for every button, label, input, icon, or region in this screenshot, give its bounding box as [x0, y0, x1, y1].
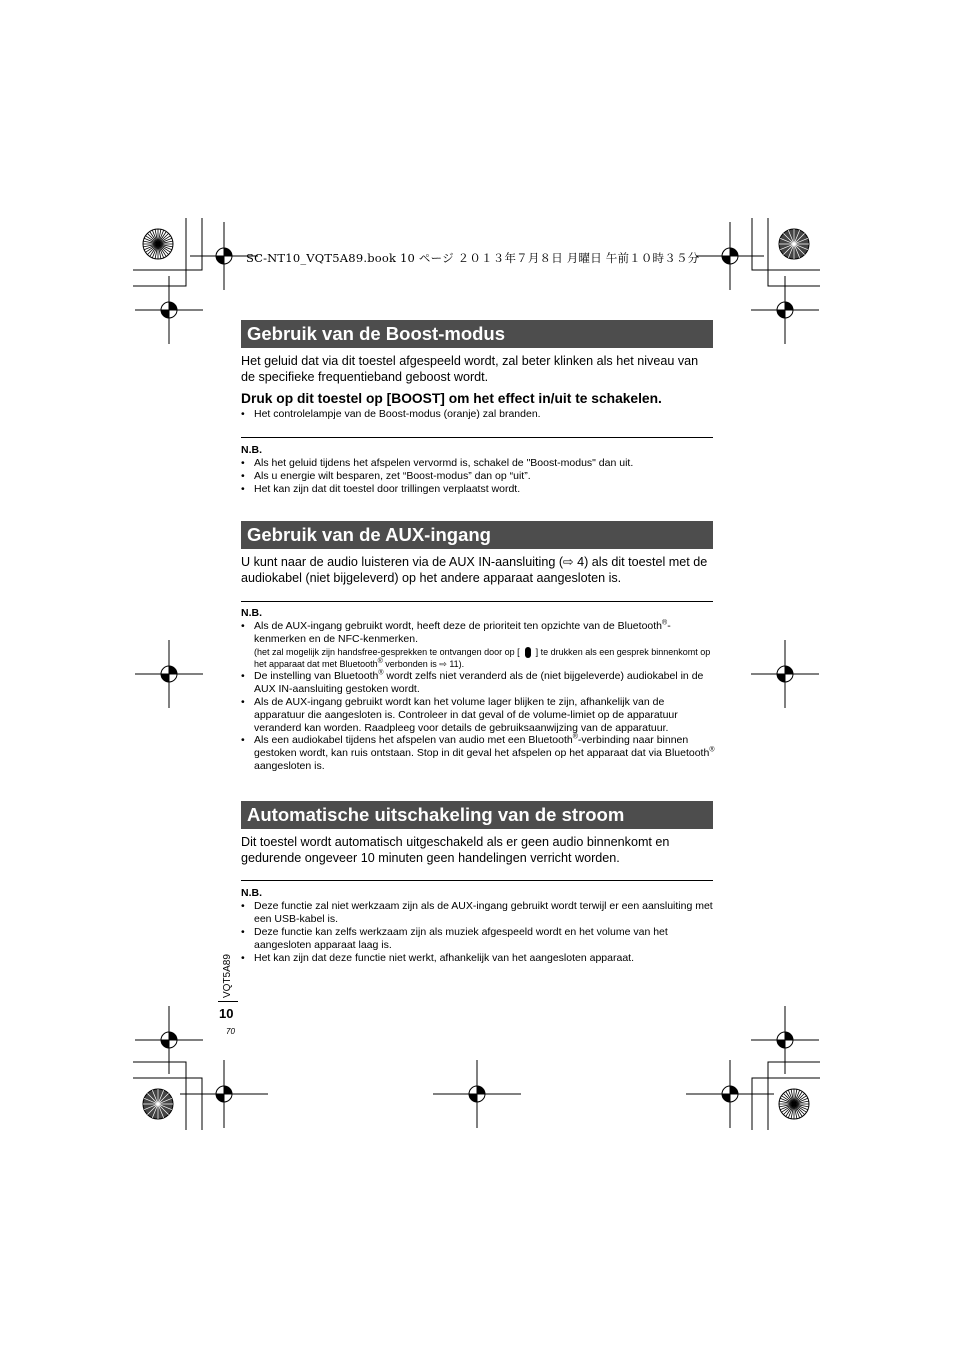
note-subtext	[254, 646, 715, 670]
bluetooth-icon	[520, 647, 536, 658]
aux-intro: U kunt naar de audio luisteren via de AUX IN-aansluiting (⇨ 4) als dit toestel met de audiokabel (niet bijgeleverd) op het andere apparaat aangesloten is.	[241, 555, 708, 585]
list-item: • Het kan zijn dat dit toestel door trillingen verplaatst wordt.	[241, 483, 715, 496]
nb-label: N.B.	[241, 444, 262, 456]
list-item: • Deze functie kan zelfs werkzaam zijn als muziek afgespeeld wordt en het volume van het aangesloten apparaat laag is.	[241, 926, 715, 952]
note-subtext-a: (het zal mogelijk zijn handsfree-gesprekken te ontvangen door op [	[254, 646, 520, 657]
note-text: Als de AUX-ingang gebruikt wordt, heeft deze de prioriteit ten opzichte van de Bluetooth	[254, 620, 663, 632]
note-text: -verbinding naar binnen gestoken wordt, kan ruis ontstaan. Stop in dit geval het afspelen op het apparaat dat via Bluetooth	[254, 734, 710, 760]
page-number: 10	[219, 1006, 234, 1021]
list-item: • Het controlelampje van de Boost-modus (oranje) zal branden.	[241, 408, 715, 421]
note-subtext-b: ] te drukken als een gesprek binnenkomt op het apparaat dat met Bluetooth	[254, 646, 711, 669]
list-item: • Als de AUX-ingang gebruikt wordt kan het volume lager blijken te zijn, afhankelijk van de apparatuur die aangesloten is. Controleer in dat geval of de volume-limiet op de apparatuur veranderd kan worden. Raadpleeg voor details de gebruiksaanwijzing van de apparatuur.	[241, 696, 715, 735]
list-item	[241, 670, 715, 696]
registered-mark: ®	[378, 669, 384, 677]
list-item: • Als u energie wilt besparen, zet “Boost-modus” dan op “uit”.	[241, 470, 715, 483]
list-item	[241, 734, 715, 773]
model-code: VQT5A89	[222, 954, 233, 998]
note-text: De instelling van Bluetooth	[254, 669, 379, 682]
note-text: Als een audiokabel tijdens het afspelen van audio met een Bluetooth	[254, 734, 573, 747]
auto-off-intro: Dit toestel wordt automatisch uitgeschakeld als er geen audio binnenkomt en gedurende ongeveer 10 minuten geen handelingen verricht worden.	[241, 835, 670, 865]
list-item: • Als het geluid tijdens het afspelen vervormd is, schakel de "Boost-modus" dan uit.	[241, 457, 715, 470]
section-title-boost: Gebruik van de Boost-modus	[241, 320, 713, 348]
section-title-auto-off: Automatische uitschakeling van de stroom	[241, 801, 713, 829]
note-text: wordt zelfs niet veranderd als de (niet bijgeleverde) audiokabel in de AUX IN-aansluiting gestoken wordt.	[254, 669, 704, 695]
boost-intro: Het geluid dat via dit toestel afgespeeld wordt, zal beter klinken als het niveau van de specifieke frequentieband geboost wordt.	[241, 354, 699, 384]
divider	[241, 880, 713, 881]
registered-mark: ®	[572, 733, 578, 741]
auto-off-notes	[241, 900, 715, 965]
note-subtext-c: verbonden is ⇨ 11).	[382, 658, 465, 669]
list-item: • Het kan zijn dat deze functie niet werkt, afhankelijk van het aangesloten apparaat.	[241, 952, 715, 965]
boost-instruction-notes	[241, 408, 715, 421]
note-text: -kenmerken en de NFC-kenmerken.	[254, 620, 671, 645]
nb-label: N.B.	[241, 887, 262, 899]
divider	[241, 601, 713, 602]
aux-notes	[241, 620, 715, 773]
list-item	[241, 620, 715, 670]
page-sub-number: 70	[226, 1027, 235, 1036]
nb-label: N.B.	[241, 607, 262, 619]
section-title-aux: Gebruik van de AUX-ingang	[241, 521, 713, 549]
list-item: • Deze functie zal niet werkzaam zijn als de AUX-ingang gebruikt wordt terwijl er een aansluiting met een USB-kabel is.	[241, 900, 715, 926]
boost-instruction: Druk op dit toestel op [BOOST] om het effect in/uit te schakelen.	[241, 391, 662, 406]
registered-mark: ®	[662, 619, 668, 627]
boost-notes	[241, 457, 715, 496]
print-header: SC-NT10_VQT5A89.book 10 ページ ２０１３年７月８日 月曜日 午前１０時３５分	[246, 251, 700, 265]
divider	[241, 437, 713, 438]
registered-mark: ®	[709, 746, 715, 754]
page-number-rule	[218, 1001, 238, 1002]
registered-mark: ®	[377, 657, 383, 665]
note-text: aangesloten is.	[254, 760, 325, 773]
